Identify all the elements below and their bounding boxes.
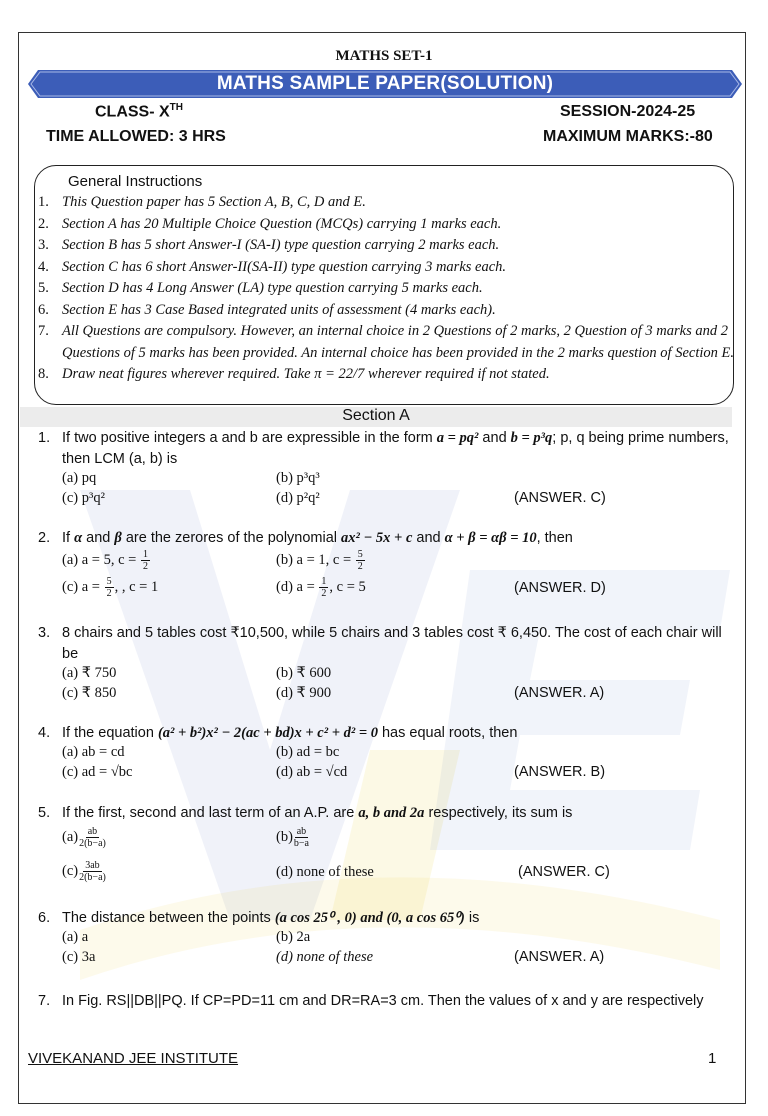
- option-a: (a) a: [62, 929, 89, 945]
- option-a: (a) ₹ 750: [62, 665, 117, 681]
- question-number: 5.: [38, 805, 51, 821]
- option-d: (d) ab = √cd: [276, 764, 348, 780]
- instruction-item: [38, 214, 734, 236]
- answer-label: (ANSWER. A): [514, 949, 605, 965]
- option-d: (d) a = $\frac{1}{2}$ , c = 5: [276, 576, 366, 599]
- option-b: (b) p³q³: [276, 470, 320, 486]
- instructions-list: [38, 192, 734, 386]
- option-b: (b) ad = bc: [276, 744, 340, 760]
- option-d: (d) none of these: [276, 949, 374, 965]
- option-c: (c) ad = √bc: [62, 764, 133, 780]
- paper-title: MATHS SAMPLE PAPER(SOLUTION): [216, 73, 554, 94]
- option-a: (a) $\frac{ab}{2(b-a)}$: [62, 826, 106, 849]
- instruction-item: [38, 321, 734, 364]
- option-d: (d) p²q²: [276, 490, 320, 506]
- section-a-heading: Section A: [20, 407, 732, 427]
- instruction-item: [38, 364, 734, 386]
- class-label: CLASS- XTH: [95, 102, 184, 121]
- instruction-item: [38, 300, 734, 322]
- question-text: If the first, second and last term of an A.P. are a, b and 2a respectively, its sum is: [62, 805, 573, 821]
- answer-label: (ANSWER. C): [518, 864, 610, 880]
- question-number: 3.: [38, 625, 51, 641]
- instruction-item: [38, 192, 734, 214]
- option-c: (c) 3a: [62, 949, 96, 965]
- instruction-number: 1.: [38, 194, 49, 210]
- question-number: 4.: [38, 725, 51, 741]
- question-6: [38, 908, 738, 969]
- instruction-text: Section C has 6 short Answer-II(SA-II) type question carrying 3 marks each.: [62, 258, 507, 275]
- question-1: [38, 428, 738, 510]
- question-text: 8 chairs and 5 tables cost ₹10,500, while 5 chairs and 3 tables cost ₹ 6,450. The cost of each chair will be: [62, 625, 722, 662]
- instruction-text: This Question paper has 5 Section A, B, C, D and E.: [62, 194, 366, 210]
- option-c: (c) ₹ 850: [62, 685, 117, 701]
- option-b: (b) $\frac{ab}{b-a}$: [276, 826, 309, 849]
- option-b: (b) 2a: [276, 929, 311, 945]
- title-banner: [28, 70, 742, 98]
- answer-label: (ANSWER. A): [514, 685, 605, 701]
- question-3: [38, 623, 738, 705]
- footer-institute: VIVEKANAND JEE INSTITUTE: [28, 1050, 239, 1067]
- question-number: 6.: [38, 910, 51, 926]
- answer-label: (ANSWER. C): [514, 490, 606, 506]
- instruction-number: 5.: [38, 280, 49, 296]
- instruction-text: Section A has 20 Multiple Choice Question (MCQs) carrying 1 marks each.: [62, 215, 502, 232]
- option-a: (a) ab = cd: [62, 744, 125, 760]
- question-7: [38, 991, 738, 1012]
- question-text: The distance between the points (a cos 25⁰ , 0) and (0, a cos 65⁰) is: [62, 910, 480, 926]
- instruction-text: Section B has 5 short Answer-I (SA-I) type question carrying 2 marks each.: [62, 237, 500, 253]
- time-allowed: TIME ALLOWED: 3 HRS: [46, 128, 226, 145]
- question-text: In Fig. RS||DB||PQ. If CP=PD=11 cm and DR=RA=3 cm. Then the values of x and y are respectively: [62, 993, 704, 1009]
- question-number: 2.: [38, 530, 51, 546]
- instruction-text: Section D has 4 Long Answer (LA) type question carrying 5 marks each.: [62, 280, 483, 296]
- instruction-item: [38, 257, 734, 279]
- instruction-number: 7.: [38, 323, 49, 339]
- maximum-marks: MAXIMUM MARKS:-80: [543, 128, 713, 145]
- option-d: (d) none of these: [276, 864, 374, 880]
- instruction-text: Section E has 3 Case Based integrated units of assessment (4 marks each).: [62, 301, 496, 318]
- page-number: 1: [708, 1050, 717, 1067]
- question-2: [38, 528, 738, 603]
- option-c: (c) p³q²: [62, 490, 105, 506]
- instruction-text: All Questions are compulsory. However, an internal choice in 2 Questions of 2 marks, 2 Question of 3 marks and 2 Questions of 5 marks has been provided. An internal choice has been provided in the 2 marks question of Section E.: [62, 323, 734, 361]
- option-a: (a) a = 5, c = $\frac{1}{2}$: [62, 549, 148, 572]
- question-text: If α and β are the zerores of the polynomial ax² − 5x + c and α + β = αβ = 10, then: [62, 530, 573, 546]
- instruction-number: 8.: [38, 366, 49, 382]
- question-5: [38, 803, 738, 890]
- instruction-text: Draw neat figures wherever required. Take π = 22/7 wherever required if not stated.: [62, 366, 550, 382]
- question-number: 1.: [38, 430, 51, 446]
- instruction-item: [38, 235, 734, 257]
- option-b: (b) ₹ 600: [276, 665, 332, 681]
- question-text: If two positive integers a and b are expressible in the form a = pq² and b = p³q; p, q being prime numbers, then LCM (a, b) is: [62, 430, 729, 467]
- answer-label: (ANSWER. D): [514, 580, 606, 596]
- instruction-item: [38, 278, 734, 300]
- question-4: [38, 723, 738, 784]
- answer-label: (ANSWER. B): [514, 764, 606, 780]
- instruction-number: 3.: [38, 237, 49, 253]
- question-text: If the equation (a² + b²)x² − 2(ac + bd)x + c² + d² = 0 has equal roots, then: [62, 725, 518, 741]
- instruction-number: 6.: [38, 301, 49, 318]
- option-c: (c) a = $\frac{5}{2}$ , , c = 1: [62, 576, 159, 599]
- session-label: SESSION-2024-25: [560, 103, 696, 120]
- option-a: (a) pq: [62, 470, 97, 486]
- instruction-number: 2.: [38, 215, 49, 232]
- option-c: (c) $\frac{3ab}{2(b-a)}$: [62, 860, 106, 883]
- option-b: (b) a = 1, c = $\frac{5}{2}$: [276, 549, 363, 572]
- set-label: MATHS SET-1: [335, 48, 433, 64]
- question-number: 7.: [38, 993, 51, 1009]
- instructions-title: General Instructions: [68, 173, 203, 190]
- instruction-number: 4.: [38, 258, 49, 275]
- option-d: (d) ₹ 900: [276, 685, 332, 701]
